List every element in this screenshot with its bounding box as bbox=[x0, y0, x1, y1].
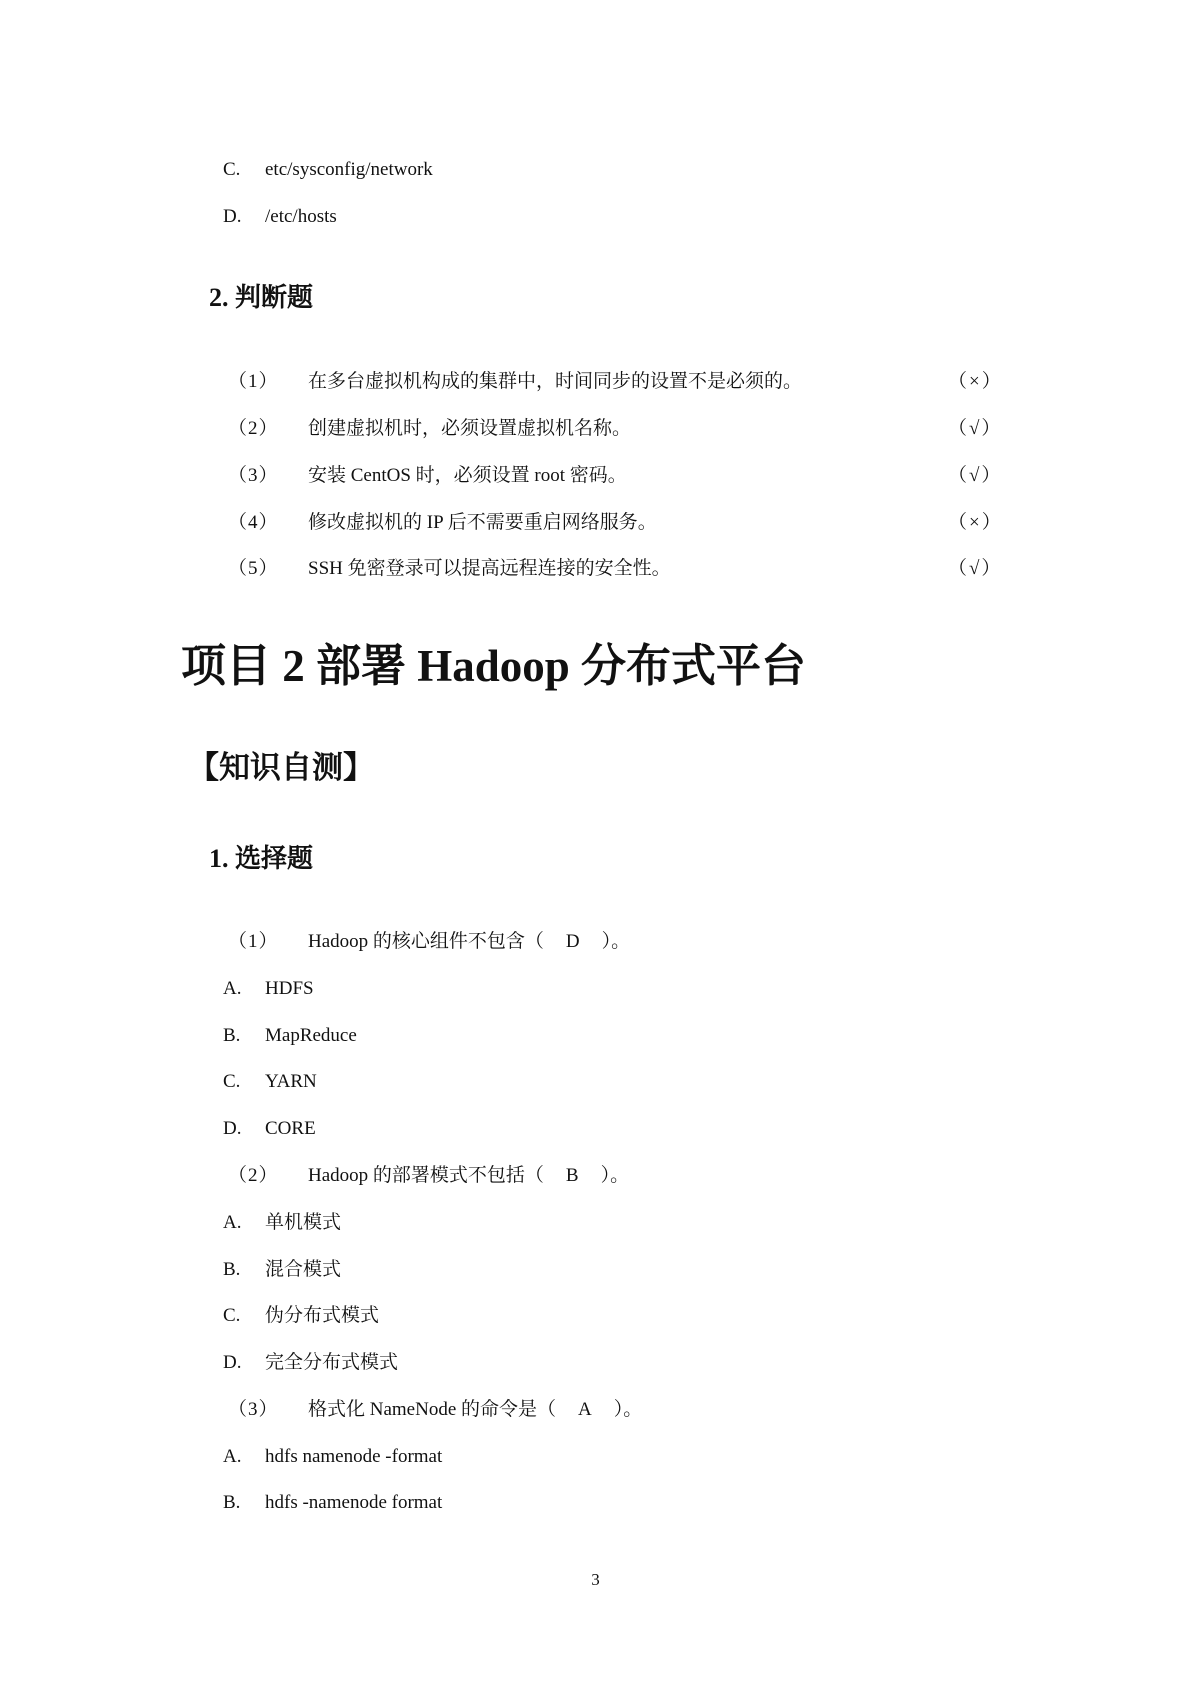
option-letter: B. bbox=[223, 1025, 241, 1046]
item-text: 在多台虚拟机构成的集群中，时间同步的设置不是必须的。 bbox=[308, 371, 803, 392]
option-letter: C. bbox=[223, 1305, 241, 1326]
judgment-mark: （×） bbox=[948, 371, 1003, 392]
item-text: 修改虚拟机的 IP 后不需要重启网络服务。 bbox=[308, 512, 657, 533]
option-row bbox=[223, 977, 314, 1001]
option-row bbox=[223, 1070, 317, 1094]
option-row bbox=[223, 1024, 357, 1048]
option-text: 混合模式 bbox=[265, 1259, 342, 1280]
option-text: etc/sysconfig/network bbox=[265, 159, 433, 180]
stem-end: ）。 bbox=[601, 931, 631, 952]
option-row bbox=[223, 1211, 341, 1235]
choice-section-title: 1. 选择题 bbox=[209, 844, 314, 873]
option-letter: A. bbox=[223, 1446, 242, 1467]
option-letter: B. bbox=[223, 1259, 241, 1280]
judgment-mark: （√） bbox=[948, 465, 1003, 486]
stem-text: Hadoop 的部署模式不包括（ bbox=[308, 1165, 544, 1186]
answer-letter: B bbox=[565, 1165, 579, 1186]
option-text: hdfs -namenode format bbox=[265, 1492, 443, 1513]
option-letter: A. bbox=[223, 978, 242, 999]
item-text: SSH 免密登录可以提高远程连接的安全性。 bbox=[308, 558, 671, 579]
judgment-item bbox=[228, 464, 1003, 488]
option-text: 伪分布式模式 bbox=[265, 1305, 380, 1326]
stem-text: Hadoop 的核心组件不包含（ bbox=[308, 931, 544, 952]
option-text: HDFS bbox=[265, 978, 314, 999]
judgment-section-title: 2. 判断题 bbox=[209, 283, 314, 312]
judgment-mark: （×） bbox=[948, 512, 1003, 533]
option-text: MapReduce bbox=[265, 1025, 357, 1046]
option-row bbox=[223, 1258, 341, 1282]
page-number: 3 bbox=[591, 1570, 600, 1589]
item-number: （3） bbox=[228, 1399, 279, 1420]
option-text: 单机模式 bbox=[265, 1212, 342, 1233]
judgment-item bbox=[228, 370, 1003, 394]
option-letter: A. bbox=[223, 1212, 242, 1233]
stem-end: ）。 bbox=[613, 1399, 643, 1420]
knowledge-heading: 【知识自测】 bbox=[188, 750, 374, 785]
option-letter: D. bbox=[223, 1118, 242, 1139]
option-row bbox=[223, 1445, 442, 1469]
judgment-item bbox=[228, 511, 1003, 535]
option-row bbox=[223, 1351, 398, 1375]
option-letter: D. bbox=[223, 1352, 242, 1373]
question-stem bbox=[228, 1164, 629, 1188]
item-number: （3） bbox=[228, 465, 279, 486]
judgment-item bbox=[228, 417, 1003, 441]
item-text: 安装 CentOS 时，必须设置 root 密码。 bbox=[308, 465, 627, 486]
item-number: （1） bbox=[228, 931, 279, 952]
item-number: （1） bbox=[228, 371, 279, 392]
option-text: hdfs namenode -format bbox=[265, 1446, 443, 1467]
option-letter: C. bbox=[223, 1071, 241, 1092]
project-title: 项目 2 部署 Hadoop 分布式平台 bbox=[181, 641, 807, 691]
option-text: /etc/hosts bbox=[265, 206, 337, 227]
answer-letter: A bbox=[578, 1399, 592, 1420]
option-row bbox=[223, 1491, 442, 1515]
item-text: 创建虚拟机时，必须设置虚拟机名称。 bbox=[308, 418, 632, 439]
question-stem bbox=[228, 1398, 642, 1422]
option-text: CORE bbox=[265, 1118, 316, 1139]
stem-text: 格式化 NameNode 的命令是（ bbox=[308, 1399, 557, 1420]
option-row bbox=[223, 1304, 379, 1328]
item-number: （5） bbox=[228, 558, 279, 579]
judgment-mark: （√） bbox=[948, 558, 1003, 579]
option-letter: D. bbox=[223, 206, 242, 227]
judgment-mark: （√） bbox=[948, 418, 1003, 439]
option-row bbox=[223, 158, 433, 182]
judgment-item bbox=[228, 557, 1003, 581]
stem-end: ）。 bbox=[600, 1165, 630, 1186]
answer-letter: D bbox=[565, 931, 580, 952]
question-stem bbox=[228, 930, 630, 954]
option-row bbox=[223, 205, 337, 229]
option-letter: C. bbox=[223, 159, 241, 180]
option-row bbox=[223, 1117, 316, 1141]
option-text: 完全分布式模式 bbox=[265, 1352, 399, 1373]
item-number: （2） bbox=[228, 1165, 279, 1186]
item-number: （4） bbox=[228, 512, 279, 533]
option-letter: B. bbox=[223, 1492, 241, 1513]
option-text: YARN bbox=[265, 1071, 317, 1092]
item-number: （2） bbox=[228, 418, 279, 439]
